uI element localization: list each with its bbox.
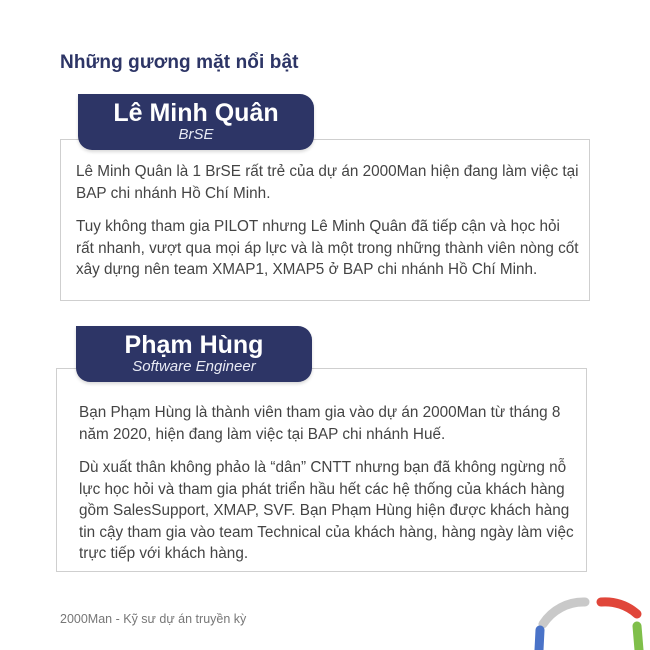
profile-paragraph: Lê Minh Quân là 1 BrSE rất trẻ của dự án 2000Man hiện đang làm việc tại BAP chi nhánh Hồ Chí Minh. [76,163,579,202]
logo-arc-gray [543,602,585,624]
profile-description [79,402,579,577]
logo-arc-green [637,626,639,650]
name-tag-le-minh-quan [78,94,314,150]
profile-card-pham-hung [56,368,587,572]
logo-arc-red [601,602,637,614]
profile-paragraph: Bạn Phạm Hùng là thành viên tham gia vào dự án 2000Man từ tháng 8 năm 2020, hiện đang làm việc tại BAP chi nhánh Huế. [79,404,561,443]
profile-paragraph: Dù xuất thân không phảo là “dân” CNTT nhưng bạn đã không ngừng nỗ lực học hỏi và tham gia phát triển hầu hết các hệ thống của khách hàng gồm SalesSupport, XMAP, SVF. Bạn Phạm Hùng hiện được khách hàng tin cậy tham gia vào team Technical của khách hàng, hàng ngày làm việc trực tiếp với khách hàng. [79,459,574,562]
profile-role: BrSE [178,126,214,143]
section-title: Những gương mặt nổi bật [60,52,299,73]
profile-description [76,161,581,293]
profile-paragraph: Tuy không tham gia PILOT nhưng Lê Minh Quân đã tiếp cận và học hỏi rất nhanh, vượt qua mọi áp lực và là một trong những thành viên nòng cốt xây dựng nên team XMAP1, XMAP5 ở BAP chi nhánh Hồ Chí Minh. [76,218,579,278]
profile-name: Phạm Hùng [124,331,264,359]
profile-role: Software Engineer [132,358,256,375]
footer-text: 2000Man - Kỹ sư dự án truyền kỳ [60,612,247,626]
profile-card-le-minh-quan [60,139,590,301]
brand-ring-logo-icon [525,572,650,650]
profile-name: Lê Minh Quân [113,99,279,127]
name-tag-pham-hung [76,326,312,382]
logo-arc-blue [539,630,540,650]
